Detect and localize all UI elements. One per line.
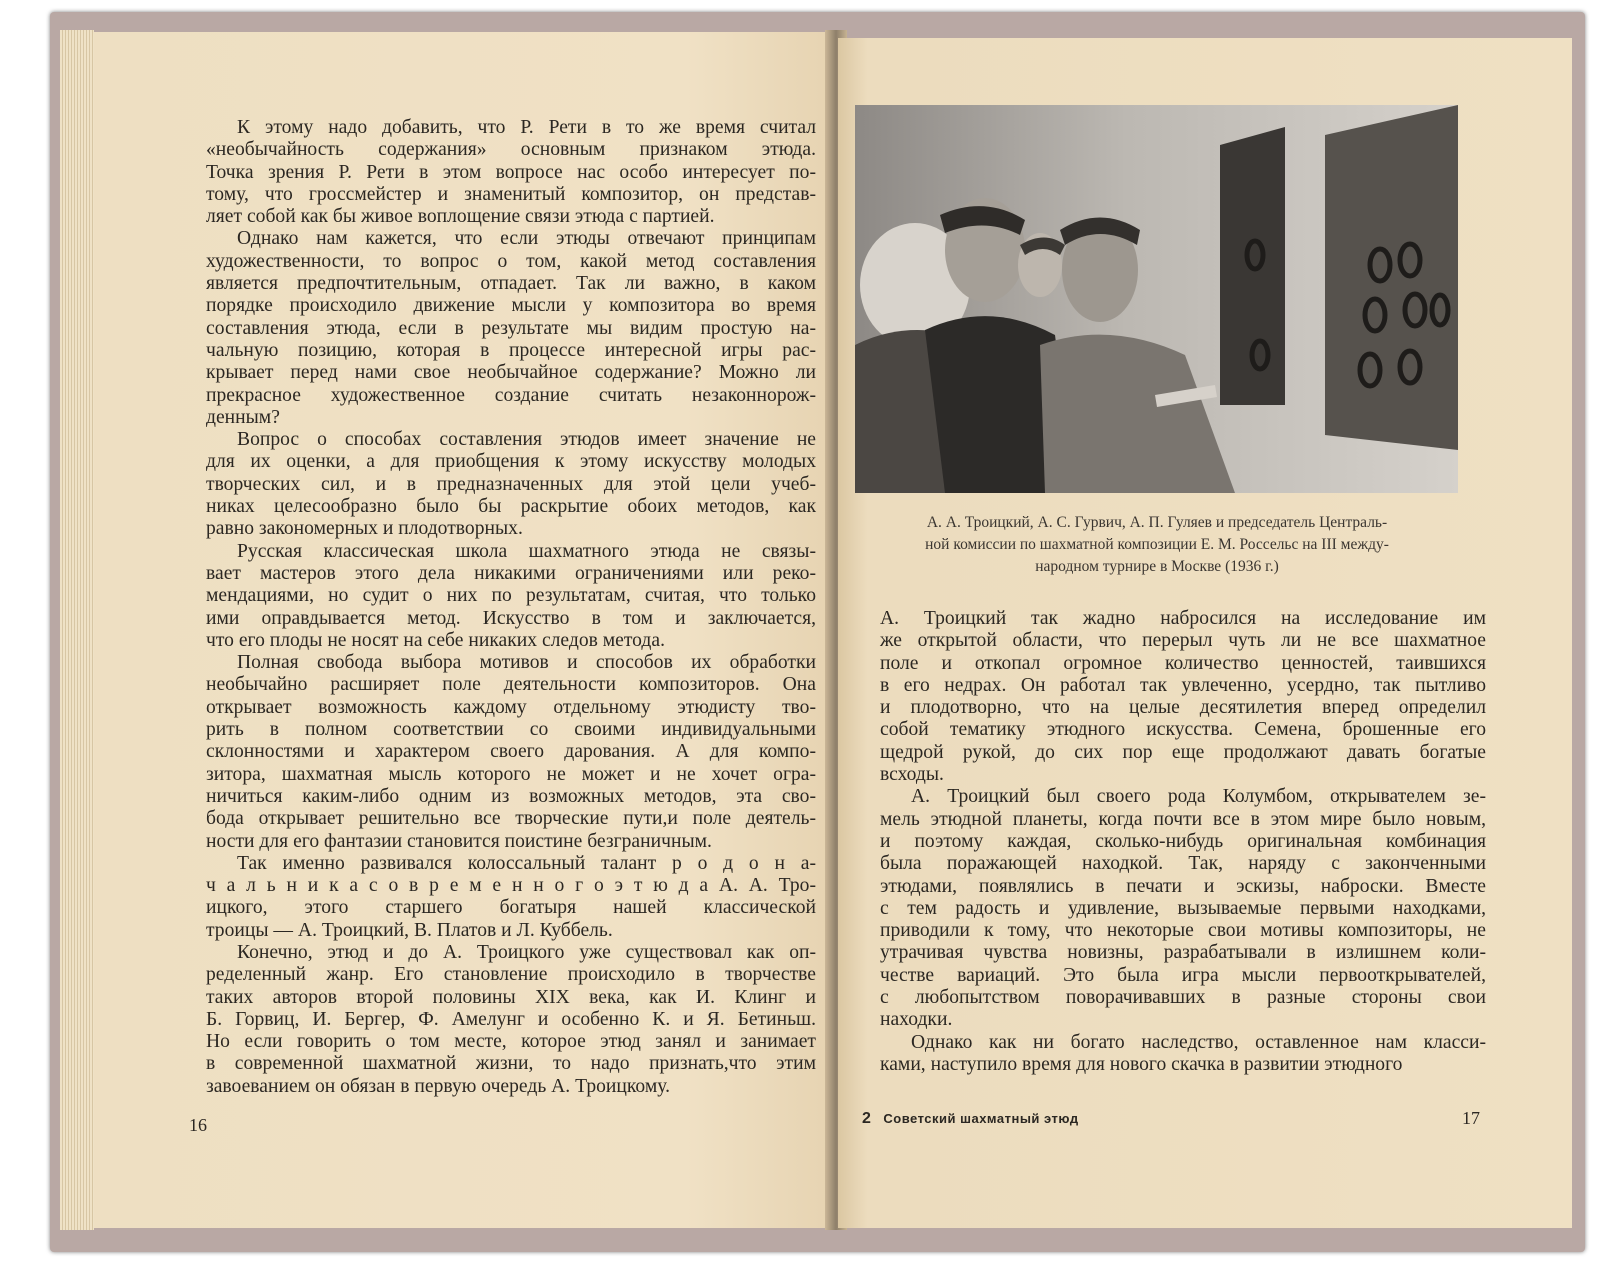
- right-page: [838, 38, 1572, 1228]
- text-line: бода открывает решительно все творческие пути,и поле деятель-: [206, 808, 816, 830]
- text-line: ничиться каким-либо одним из возможных методов, эта сво-: [206, 785, 816, 807]
- text-line: Так именно развивался колоссальный талант р о д о н а-: [237, 852, 816, 874]
- text-line: составления этюда, если в результате мы видим простую на-: [206, 317, 816, 339]
- paragraph: [206, 541, 816, 652]
- left-page: [94, 32, 835, 1228]
- text-line: что его плоды не носят на себе никаких следов метода.: [206, 629, 665, 651]
- text-line: ности для его фантазии становится поистине безграничным.: [206, 830, 712, 852]
- text-line: ч а л ь н и к а с о в р е м е н н о г о э т ю д а А. А. Тро-: [206, 875, 816, 897]
- text-line: Однако как ни богато наследство, оставленное нам класси-: [911, 1031, 1486, 1053]
- text-line: А. Троицкий был своего рода Колумбом, открывателем зе-: [911, 786, 1486, 808]
- text-line: щедрой рукой, до сих пор еще продолжают давать богатые: [880, 741, 1486, 763]
- text-line: крывает перед нами свое необычайное содержание? Можно ли: [206, 362, 816, 384]
- text-line: и плодотворно, что на целые десятилетия вперед определил: [880, 697, 1486, 719]
- text-line: ределенный жанр. Его становление происходило в творчестве: [206, 964, 816, 986]
- text-line: «необычайность содержания» основным признаком этюда.: [206, 139, 816, 161]
- signature-mark: [862, 1110, 1079, 1128]
- text-line: собой тематику этюдного искусства. Семена, брошенные его: [880, 719, 1486, 741]
- text-line: всходы.: [880, 764, 944, 786]
- caption-line: А. А. Троицкий, А. С. Гурвич, А. П. Гуляев и председатель Централь-: [926, 514, 1388, 531]
- text-line: ими оправдывается метод. Искусство в том и заключается,: [206, 607, 816, 629]
- text-line: мель этюдной планеты, когда почти все в этом мире было новым,: [880, 808, 1486, 830]
- right-page-number: 17: [1462, 1108, 1480, 1128]
- left-page-text: [206, 117, 816, 1098]
- text-line: денным?: [206, 406, 280, 428]
- paragraph: [206, 228, 816, 429]
- text-line: Конечно, этюд и до А. Троицкого уже существовал как оп-: [237, 941, 816, 963]
- paragraph: [880, 1032, 1486, 1077]
- text-line: необычайно расширяет поле деятельности композиторов. Она: [206, 674, 816, 696]
- text-line: склонностями и характером своего дарования. А для компо-: [206, 741, 816, 763]
- text-line: рить в полном соответствии со своими индивидуальными: [206, 719, 816, 741]
- text-line: находки.: [880, 1009, 953, 1031]
- right-page-text: [880, 608, 1486, 1076]
- text-line: чальную позицию, которая в процессе интересной игры рас-: [206, 339, 816, 361]
- text-line: вает мастеров этого дела никакими ограничениями или реко-: [206, 562, 816, 584]
- photo-caption: [862, 512, 1452, 578]
- text-line: А. Троицкий так жадно набросился на исследование им: [880, 608, 1486, 629]
- text-line: утрачивая чувства новизны, разрабатывали в излишнем коли-: [880, 942, 1486, 964]
- text-line: мендациями, но судит о них по результатам, считая, что только: [206, 585, 816, 607]
- paragraph: [206, 429, 816, 540]
- text-line: в его недрах. Он работал так увлеченно, усердно, так пытливо: [880, 674, 1486, 696]
- page-edges: [60, 30, 94, 1230]
- text-line: прекрасное художественное создание считать незаконнорож-: [206, 384, 816, 406]
- photograph: [855, 105, 1458, 493]
- text-line: тому, что гроссмейстер и знаменитый композитор, он представ-: [206, 183, 816, 205]
- paragraph: [206, 942, 816, 1098]
- text-line: таких авторов второй половины XIX века, как И. Клинг и: [206, 986, 816, 1008]
- text-line: завоеванием он обязан в первую очередь А. Троицкому.: [206, 1075, 670, 1097]
- text-line: Но если говорить о том месте, которое этюд занял и занимает: [206, 1031, 816, 1053]
- text-line: Б. Горвиц, И. Бергер, Ф. Амелунг и особенно К. и Я. Бетиньш.: [206, 1008, 816, 1030]
- text-line: этюдами, появлялись в печати и эскизы, наброски. Вместе: [880, 875, 1486, 897]
- text-line: зитора, шахматная мысль которого не может и не хочет огра-: [206, 763, 816, 785]
- text-line: ицкого, этого старшего богатыря нашей классической: [206, 897, 816, 919]
- paragraph: [206, 652, 816, 853]
- text-line: ками, наступило время для нового скачка в развитии этюдного: [880, 1053, 1403, 1075]
- paragraph: [880, 786, 1486, 1031]
- text-line: Полная свобода выбора мотивов и способов их обработки: [237, 652, 816, 674]
- text-line: с любопытством поворачивавших в разные стороны свои: [880, 987, 1486, 1009]
- text-line: с тем радость и удивление, вызываемые первыми находками,: [880, 897, 1486, 919]
- text-line: порядке происходило движение мысли у композитора во время: [206, 295, 816, 317]
- text-line: Точка зрения Р. Рети в этом вопросе нас особо интересует по-: [206, 161, 816, 183]
- signature-title: Советский шахматный этюд: [883, 1111, 1079, 1126]
- caption-line: ной комиссии по шахматной композиции Е. М. Россельс на III между-: [925, 536, 1389, 553]
- text-line: является предпочтительным, отпадает. Так ли важно, в каком: [206, 273, 816, 295]
- paragraph: [206, 117, 816, 228]
- text-line: открывает возможность каждому отдельному этюдисту тво-: [206, 696, 816, 718]
- text-line: равно закономерных и плодотворных.: [206, 518, 523, 540]
- signature-number: 2: [862, 1110, 872, 1127]
- text-line: ляет собой как бы живое воплощение связи этюда с партией.: [206, 206, 715, 228]
- paragraph: [206, 853, 816, 942]
- text-line: была поражающей находкой. Так, наряду с законченными: [880, 853, 1486, 875]
- text-line: для их оценки, а для приобщения к этому искусству молодых: [206, 451, 816, 473]
- text-line: К этому надо добавить, что Р. Рети в то же время считал: [237, 117, 816, 138]
- caption-line: народном турнире в Москве (1936 г.): [1035, 558, 1279, 575]
- text-line: же открытой области, что перерыл чуть ли не все шахматное: [880, 630, 1486, 652]
- text-line: никах целесообразно было бы раскрытие обоих методов, как: [206, 496, 816, 518]
- text-line: в современной шахматной жизни, то надо признать,что этим: [206, 1053, 816, 1075]
- left-page-number: 16: [189, 1115, 207, 1135]
- text-line: приводили к тому, что некоторые свои мотивы композиторы, не: [880, 920, 1486, 942]
- text-line: Однако нам кажется, что если этюды отвечают принципам: [237, 228, 816, 250]
- text-line: честве вариаций. Это была игра мысли первооткрывателей,: [880, 964, 1486, 986]
- paragraph: [880, 608, 1486, 786]
- text-line: троицы — А. Троицкий, В. Платов и Л. Куббель.: [206, 919, 613, 941]
- text-line: Русская классическая школа шахматного этюда не связы-: [237, 540, 816, 562]
- text-line: поле и откопал огромное количество ценностей, таившихся: [880, 652, 1486, 674]
- text-line: и поэтому каждая, сколько-нибудь оригинальная комбинация: [880, 830, 1486, 852]
- text-line: художественности, то вопрос о том, какой метод составления: [206, 250, 816, 272]
- text-line: творческих сил, и в предназначенных для этой цели учеб-: [206, 473, 816, 495]
- text-line: Вопрос о способах составления этюдов имеет значение не: [237, 429, 816, 451]
- photograph-image: [855, 105, 1458, 493]
